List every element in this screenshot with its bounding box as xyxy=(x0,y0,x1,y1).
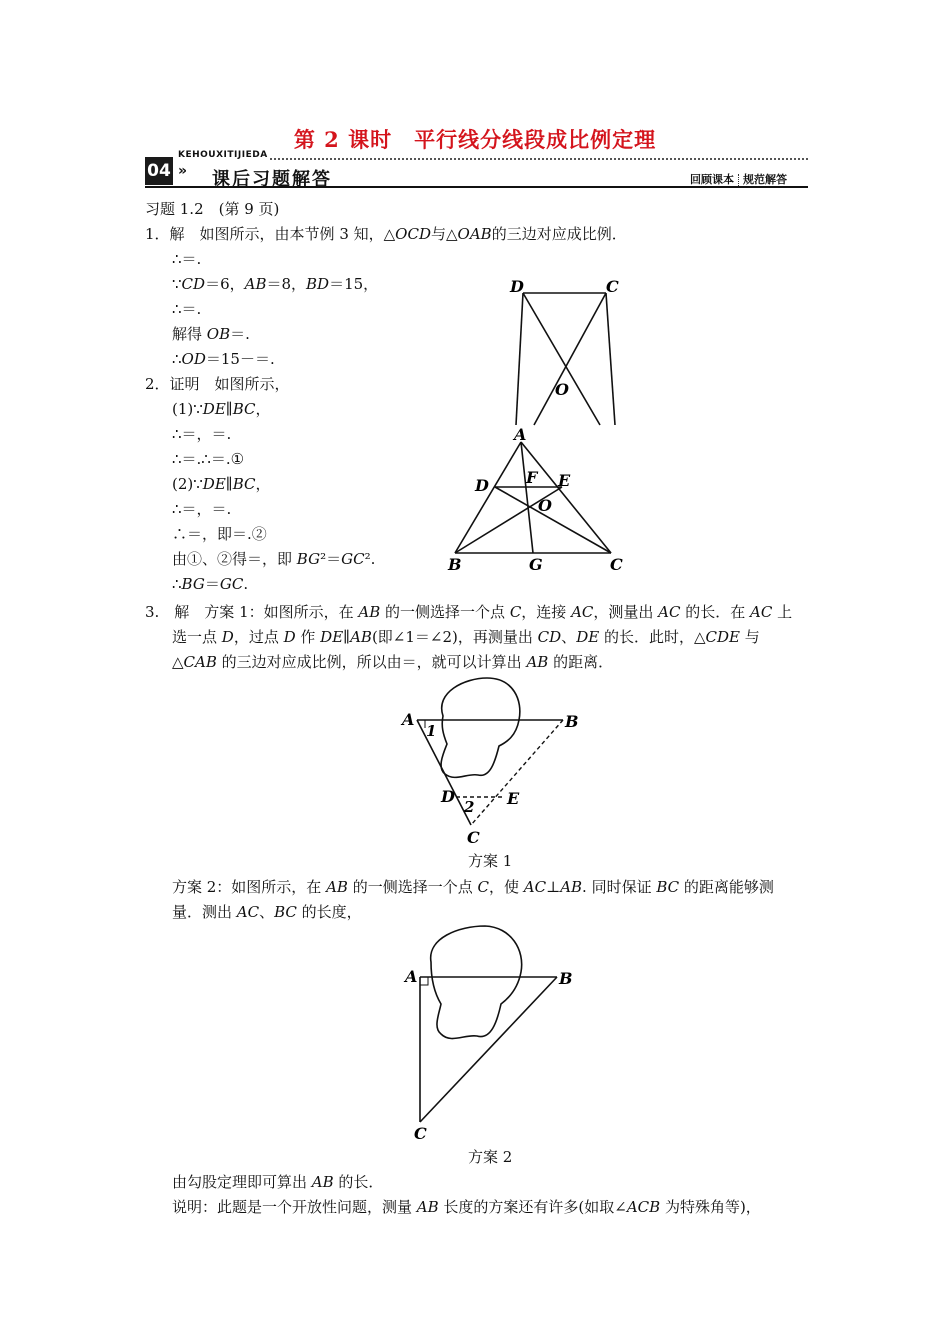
fig2-label-o: O xyxy=(538,496,552,515)
figure-4-plan-2 xyxy=(395,924,585,1144)
figure-2-triangle xyxy=(440,425,640,575)
q2-line-5: (2)∵DE∥BC， xyxy=(172,475,271,493)
header-dotted-rule xyxy=(270,158,808,160)
fig3-label-e: E xyxy=(507,789,520,808)
q2-line-6: ∴＝，＝. xyxy=(172,500,232,518)
q2-line-7: ∴＝，即＝.② xyxy=(172,525,267,543)
double-chevron-icon: » xyxy=(178,163,188,179)
fig2-label-c: C xyxy=(610,555,623,574)
q1-line-5: 解得 OB＝. xyxy=(172,325,250,343)
fig2-label-a: A xyxy=(514,425,527,444)
fig4-label-c: C xyxy=(414,1124,427,1143)
note-line: 说明：此题是一个开放性问题，测量 AB 长度的方案还有许多(如取∠ACB 为特殊角等)， xyxy=(172,1198,761,1216)
section-pinyin: KEHOUXITIJIEDA xyxy=(178,150,268,160)
fig3-label-1: 1 xyxy=(426,722,437,740)
q2-line-3: ∴＝，＝. xyxy=(172,425,232,443)
section-number-badge: 04 xyxy=(145,157,173,185)
figure-3-caption: 方案 1 xyxy=(468,852,513,870)
fig2-label-d: D xyxy=(475,476,489,495)
fig1-label-d: D xyxy=(510,277,524,296)
exercise-label: 习题 1.2 (第 9 页) xyxy=(145,200,280,218)
q2-line-4: ∴＝.∴＝.① xyxy=(172,450,245,468)
conclusion-line: 由勾股定理即可算出 AB 的长． xyxy=(172,1173,384,1191)
fig3-label-a: A xyxy=(402,710,415,729)
q3-line-3: △CAB 的三边对应成比例，所以由＝，就可以计算出 AB 的距离． xyxy=(172,653,614,671)
fig3-label-c: C xyxy=(467,828,480,847)
fig1-label-o: O xyxy=(555,380,569,399)
q1-line-1: 1．解 如图所示，由本节例 3 知，△OCD与△OAB的三边对应成比例． xyxy=(145,225,627,243)
fig3-label-2: 2 xyxy=(464,798,475,816)
q2-line-2: (1)∵DE∥BC， xyxy=(172,400,271,418)
fig4-label-b: B xyxy=(559,969,573,988)
fig4-label-a: A xyxy=(405,967,418,986)
plan2-line-1: 方案 2：如图所示，在 AB 的一侧选择一个点 C，使 AC⊥AB. 同时保证 BC 的距离能够测 xyxy=(172,878,774,896)
q1-line-4: ∴＝. xyxy=(172,300,202,318)
q2-line-8: 由①、②得＝，即 BG²＝GC². xyxy=(172,550,376,568)
fig1-label-c: C xyxy=(606,277,619,296)
fig2-label-f: F xyxy=(526,468,538,487)
q3-line-2: 选一点 D，过点 D 作 DE∥AB(即∠1＝∠2)，再测量出 CD、DE 的长．此时，△CDE 与 xyxy=(172,628,760,646)
figure-1-crossing-lines xyxy=(500,272,630,432)
q1-line-6: ∴OD＝15－＝. xyxy=(172,350,275,368)
section-tags: 回顾课本 规范解答 xyxy=(690,173,787,186)
fig3-label-d: D xyxy=(441,787,455,806)
fig2-label-g: G xyxy=(529,555,543,574)
q1-line-3: ∵CD＝6，AB＝8，BD＝15， xyxy=(172,275,379,293)
q3-line-1: 3. 解 方案 1：如图所示，在 AB 的一侧选择一个点 C，连接 AC，测量出 AC 的长．在 AC 上 xyxy=(145,603,793,621)
q1-line-2: ∴＝. xyxy=(172,250,202,268)
figure-4-caption: 方案 2 xyxy=(468,1148,513,1166)
page-title: 第 2 课时 平行线分线段成比例定理 xyxy=(293,127,657,152)
fig3-label-b: B xyxy=(565,712,579,731)
fig2-label-e: E xyxy=(558,471,571,490)
header-rule xyxy=(145,186,808,188)
q2-line-1: 2．证明 如图所示， xyxy=(145,375,290,393)
section-title: 课后习题解答 xyxy=(212,169,332,190)
plan2-line-2: 量．测出 AC、BC 的长度， xyxy=(172,903,362,921)
figure-3-plan-1 xyxy=(395,672,590,847)
q2-line-9: ∴BG＝GC. xyxy=(172,575,249,593)
fig2-label-b: B xyxy=(448,555,462,574)
